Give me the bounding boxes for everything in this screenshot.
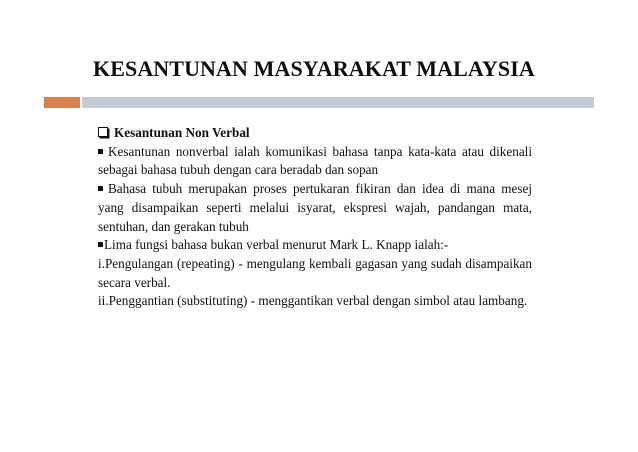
square-bullet-icon <box>98 149 103 154</box>
body-paragraph: ii.Penggantian (substituting) - menggantikan verbal dengan simbol atau lambang. <box>98 293 528 309</box>
accent-bar-left <box>44 97 80 108</box>
checkbox-bullet-icon <box>98 127 108 137</box>
bullet-item-text: Bahasa tubuh merupakan proses pertukaran fikiran dan idea di mana mesej yang disampaikan seperti melalui isyarat, ekspresi wajah, pandangan mata, sentuhan, dan gerakan tubuh <box>98 181 532 234</box>
section-heading <box>98 124 532 143</box>
bullet-item-text: Lima fungsi bahasa bukan verbal menurut Mark L. Knapp ialah:- <box>104 237 449 253</box>
title-accent-bar <box>44 97 594 108</box>
bullet-item <box>98 180 532 236</box>
bullet-item <box>98 143 532 180</box>
bullet-item <box>98 236 532 255</box>
body-paragraph: i.Pengulangan (repeating) - mengulang kembali gagasan yang sudah disampaikan secara verbal. <box>98 255 532 290</box>
slide-title: KESANTUNAN MASYARAKAT MALAYSIA <box>93 56 535 81</box>
square-bullet-icon <box>98 186 103 191</box>
accent-bar-right <box>82 97 594 108</box>
bullet-item-text: Kesantunan nonverbal ialah komunikasi bahasa tanpa kata-kata atau dikenali sebagai bahasa tubuh dengan cara beradab dan sopan <box>98 143 532 178</box>
section-heading-text: Kesantunan Non Verbal <box>114 125 250 140</box>
square-bullet-icon <box>98 242 103 247</box>
slide-content <box>98 124 532 311</box>
